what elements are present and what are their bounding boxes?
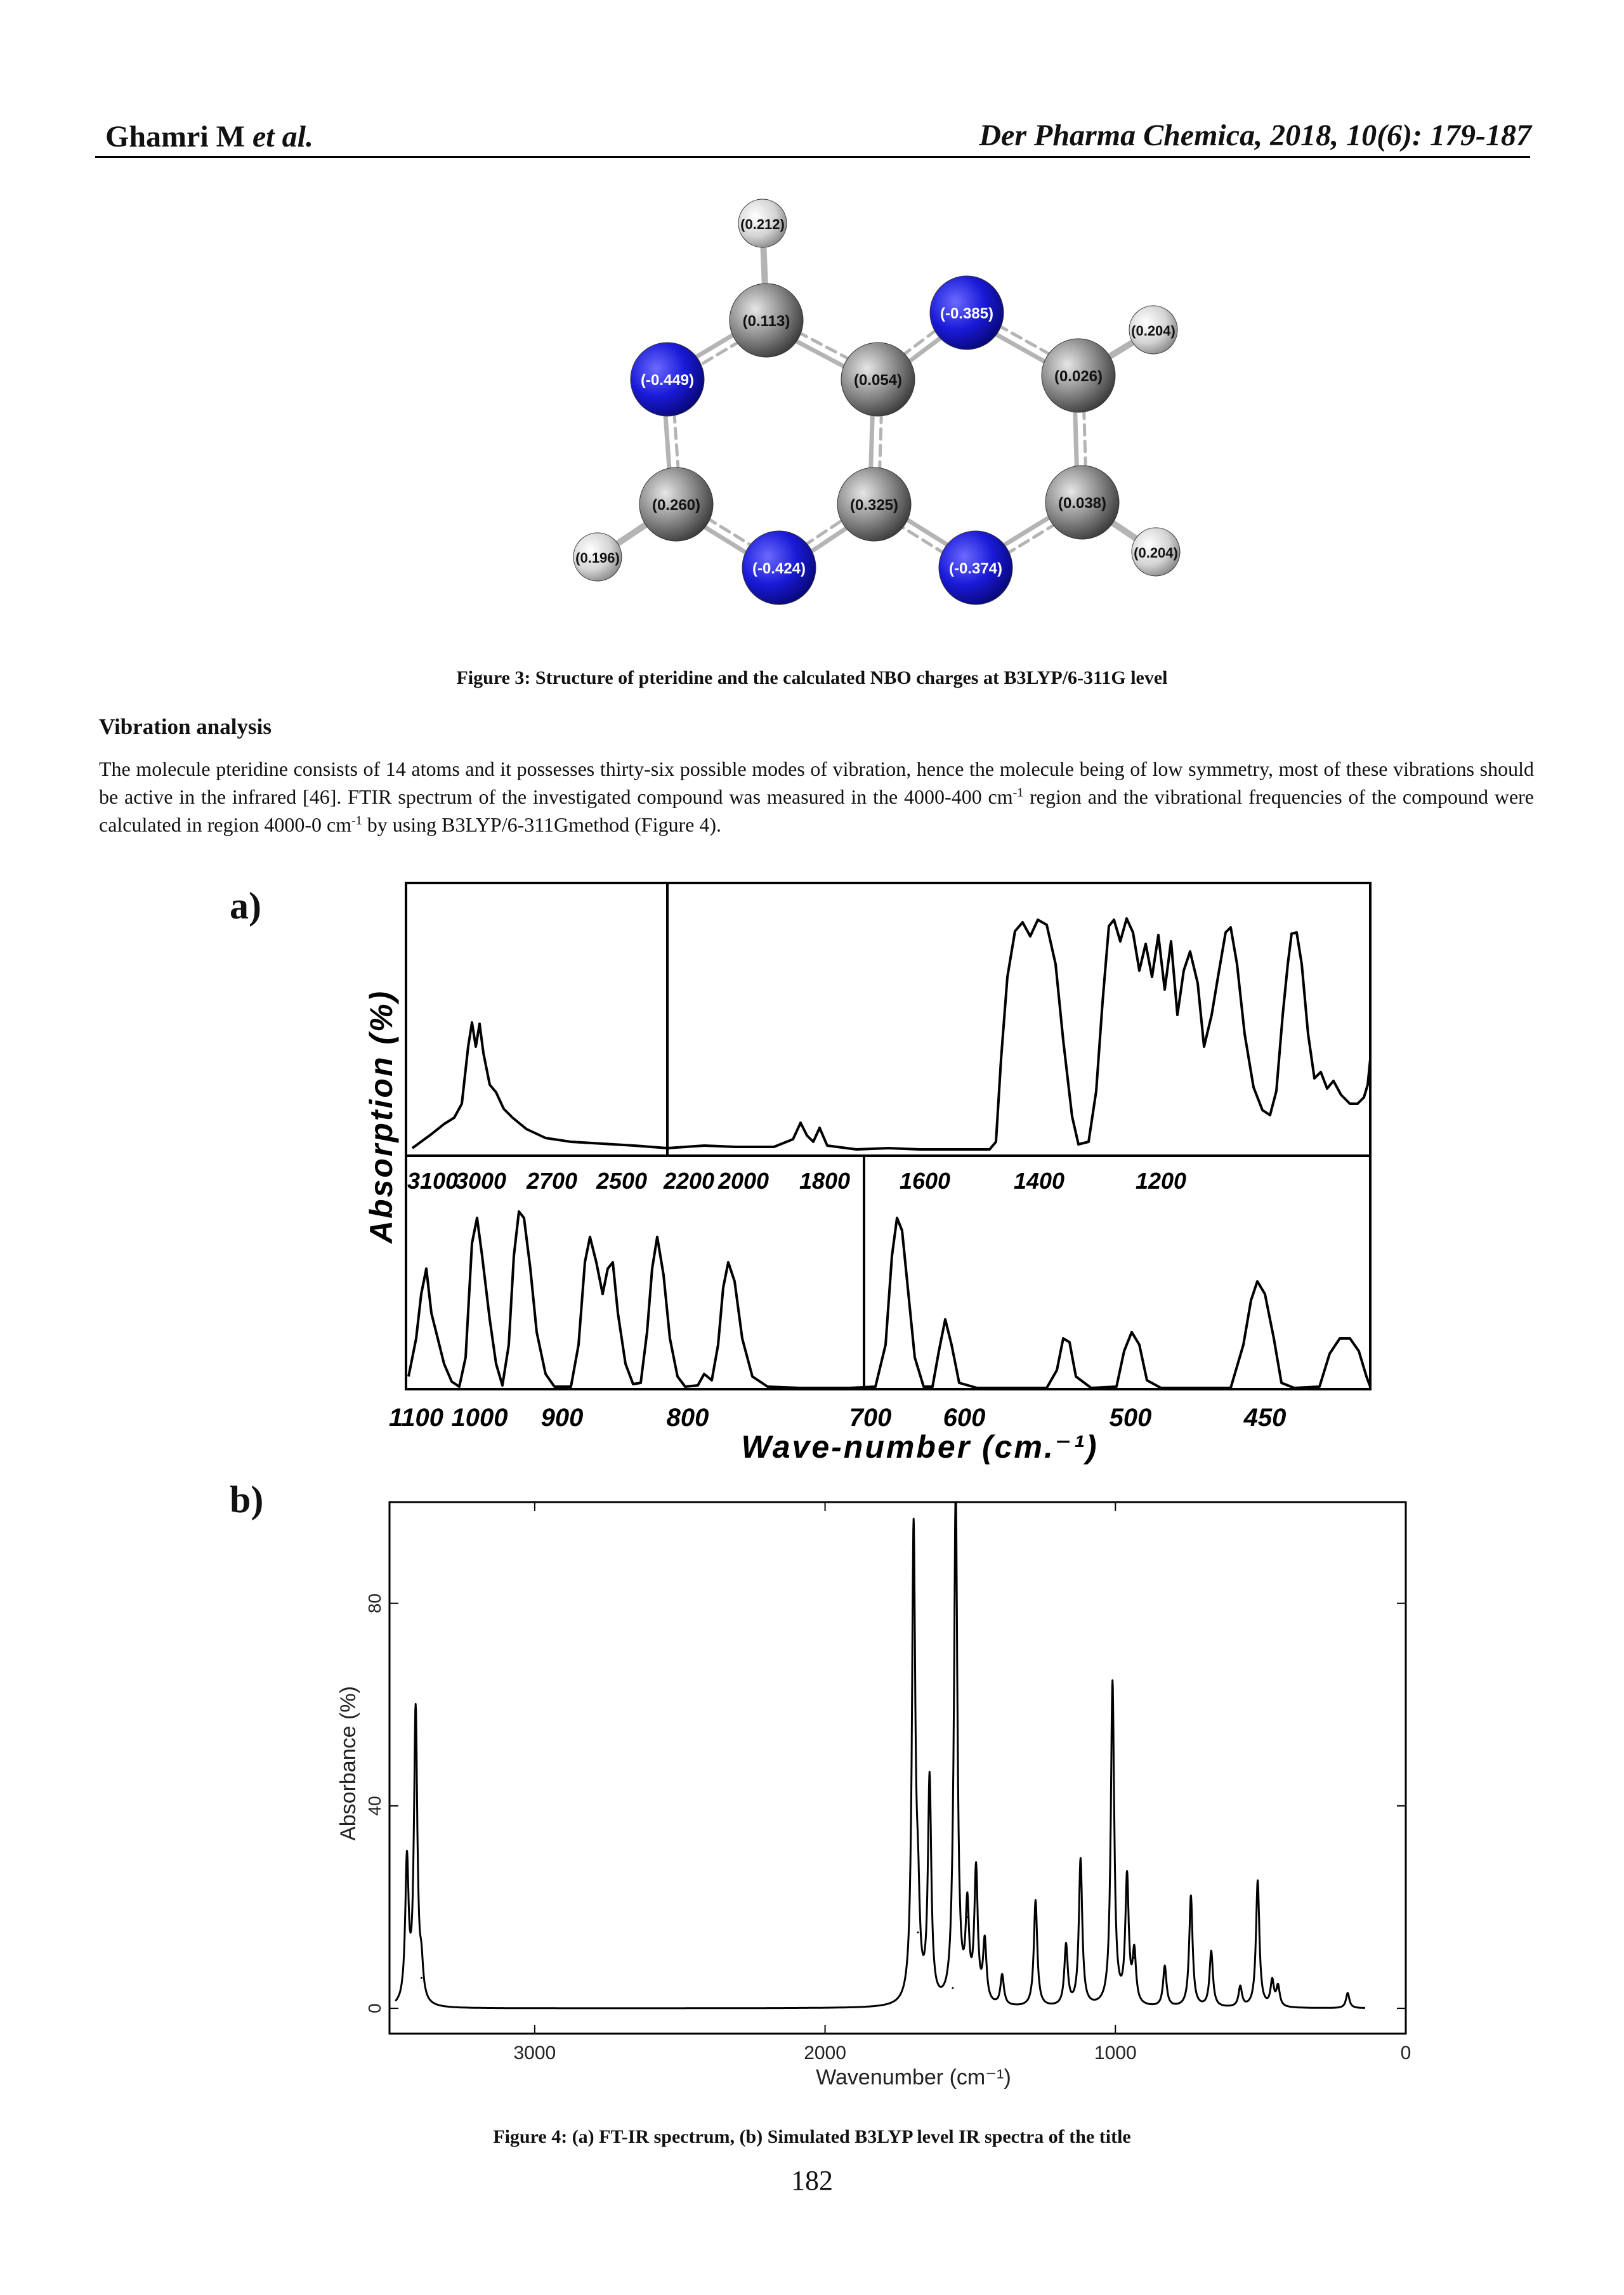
peak-point	[975, 1876, 977, 1878]
header-rule	[95, 156, 1530, 158]
ftir-lower-tick: 500	[1109, 1404, 1152, 1432]
peak-point	[1210, 1952, 1212, 1954]
panel-a-label: a)	[230, 885, 261, 927]
ftir-lower-tick: 900	[540, 1404, 584, 1432]
x-tick-label: 3000	[513, 2043, 556, 2063]
chart-y-axis-label: Absorbance (%)	[336, 1686, 360, 1841]
figure-4-caption: Figure 4: (a) FT-IR spectrum, (b) Simulated B3LYP level IR spectra of the title	[493, 2126, 1131, 2147]
ftir-upper-tick: 1800	[799, 1168, 851, 1194]
peak-point	[415, 1714, 417, 1716]
ftir-lower-tick: 1100	[388, 1404, 444, 1432]
ftir-upper-tick: 2500	[596, 1168, 648, 1194]
section-title: Vibration analysis	[99, 714, 272, 739]
peak-point	[952, 1987, 953, 1989]
y-ticks	[365, 1593, 1406, 2013]
peak-markers	[406, 1501, 1349, 1994]
ftir-lower-tick: 600	[943, 1404, 986, 1432]
ftir-upper-tick: 3100	[407, 1168, 459, 1194]
peak-point	[1271, 1982, 1273, 1984]
running-head-journal: Der Pharma Chemica, 2018, 10(6): 179-187	[979, 119, 1531, 152]
peak-point	[1111, 1684, 1113, 1685]
ftir-lower-trace	[409, 1212, 1370, 1388]
chart-x-axis-label: Wavenumber (cm⁻¹)	[816, 2065, 1011, 2089]
spectrum-line	[395, 1502, 1365, 2008]
ftir-spectrum-panel	[355, 875, 1396, 1472]
ftir-upper-tick: 2000	[717, 1168, 769, 1194]
peak-point	[1277, 1987, 1279, 1989]
simulated-ir-chart	[304, 1478, 1421, 2100]
page-number: 182	[791, 2165, 833, 2196]
nbo-charge-label: (0.204)	[1134, 545, 1178, 561]
ftir-upper-tick: 2700	[526, 1168, 578, 1194]
peak-point	[421, 1977, 422, 1979]
ftir-upper-trace	[412, 919, 1370, 1149]
peak-point	[984, 1947, 986, 1949]
nbo-charge-label: (0.113)	[742, 313, 790, 330]
nbo-charge-label: (0.212)	[740, 216, 785, 232]
peak-point	[955, 1501, 957, 1503]
nbo-charge-label: (-0.449)	[640, 372, 695, 389]
x-tick-label: 0	[1400, 2043, 1411, 2063]
peak-point	[1065, 1947, 1067, 1949]
nbo-charge-label: (-0.374)	[948, 560, 1003, 577]
ftir-lower-tick-labels	[389, 1404, 1286, 1432]
ftir-upper-tick: 1600	[899, 1168, 951, 1194]
atoms	[573, 199, 1180, 605]
figure-3-caption: Figure 3: Structure of pteridine and the calculated NBO charges at B3LYP/6-311G level	[456, 667, 1168, 688]
x-tick-label: 2000	[804, 2043, 846, 2063]
nbo-charge-label: (0.026)	[1054, 368, 1103, 385]
nbo-charge-label: (0.325)	[849, 497, 899, 514]
peak-point	[1347, 1992, 1349, 1994]
peak-point	[1257, 1881, 1259, 1883]
author-etal: et al.	[252, 120, 313, 154]
nbo-charge-label: (-0.385)	[940, 305, 994, 322]
ftir-lower-tick: 450	[1243, 1404, 1287, 1432]
nbo-charge-label: (0.204)	[1131, 323, 1175, 339]
nbo-charge-label: (-0.424)	[752, 560, 806, 577]
y-tick-label: 80	[365, 1593, 384, 1614]
nbo-charge-label: (0.038)	[1058, 495, 1107, 512]
pteridine-structure	[546, 184, 1218, 641]
peak-point	[929, 1784, 931, 1786]
panel-b-label: b)	[230, 1479, 264, 1520]
ftir-lower-tick: 1000	[451, 1404, 508, 1432]
peak-point	[1164, 1967, 1166, 1969]
peak-point	[1001, 1977, 1003, 1979]
peak-point	[1035, 1901, 1037, 1903]
nbo-charge-label: (0.054)	[853, 372, 903, 389]
ftir-upper-tick: 1400	[1013, 1168, 1065, 1194]
peak-point	[1134, 1957, 1136, 1959]
peak-point	[913, 1536, 915, 1538]
ftir-lower-tick: 700	[849, 1404, 892, 1432]
running-head-author: Ghamri M et al.	[105, 120, 313, 154]
x-tick-label: 1000	[1094, 2043, 1137, 2063]
nbo-charge-label: (0.260)	[652, 497, 701, 514]
peak-point	[966, 1916, 968, 1918]
ftir-upper-tick: 2200	[663, 1168, 715, 1194]
peak-point	[406, 1866, 408, 1867]
peak-point	[1240, 1987, 1241, 1989]
y-tick-label: 40	[365, 1796, 384, 1816]
peak-point	[1080, 1860, 1082, 1862]
peak-point	[1190, 1896, 1192, 1898]
y-tick-label: 0	[365, 2003, 384, 2013]
x-ticks	[513, 1502, 1411, 2063]
nbo-charge-label: (0.196)	[575, 550, 620, 566]
ftir-x-axis-label: Wave-number (cm.⁻¹)	[741, 1429, 1099, 1465]
ftir-upper-tick-labels	[407, 1168, 1186, 1194]
ftir-upper-tick: 1200	[1135, 1168, 1187, 1194]
body-paragraph: The molecule pteridine consists of 14 atoms and it possesses thirty-six possible modes of vibration, hence the molecule being of low symmetry, most of these vibrations should be active in the infrared [46]. FTIR spectrum of the investigated compound was measured in the 4000-400 $cm^{-1}$ region and the vibrational frequencies of the compound were calculated in region 4000-0 $cm^{-1}$ by using B3LYP/6-311Gmethod (Figure 4).	[99, 757, 1535, 836]
chart-plot-frame	[390, 1502, 1406, 2034]
ftir-lower-tick: 800	[666, 1404, 709, 1432]
ftir-upper-tick: 3000	[455, 1168, 507, 1194]
peak-point	[1126, 1881, 1128, 1883]
peak-point	[917, 1932, 919, 1933]
ftir-y-axis-label: Absorption (%)	[363, 989, 399, 1244]
